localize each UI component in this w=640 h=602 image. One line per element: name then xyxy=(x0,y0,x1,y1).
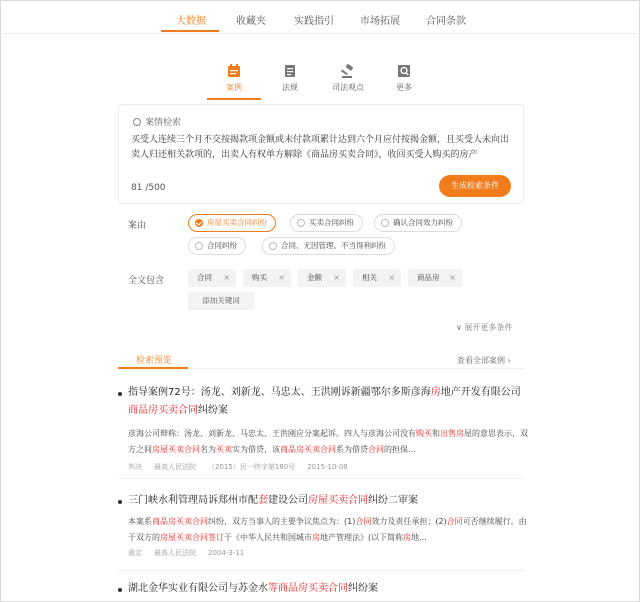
radio-icon xyxy=(269,242,277,250)
result-meta: 判决 最高人民法院 （2015）民一终字第180号 2015-10-08 xyxy=(128,463,348,471)
law-book-icon xyxy=(282,63,298,79)
bullet-icon xyxy=(118,500,122,504)
close-icon[interactable]: × xyxy=(223,273,230,282)
case-description-textarea[interactable]: 买受人连续三个月不交按揭款项金额或未付款项累计达到六个月应付按揭金额，且买受人未向出卖人归还相关款项的，出卖人有权单方解除《商品房买卖合同》，收回买受人购买的房产 xyxy=(131,135,510,160)
add-keyword-button[interactable]: 添加关键词 xyxy=(188,292,254,310)
keyword-chip[interactable]: 商品房 × xyxy=(408,269,462,287)
category-label: 司法观点 xyxy=(332,83,364,92)
tab-market-expansion[interactable]: 市场拓展 xyxy=(360,16,400,27)
search-icon xyxy=(133,118,141,126)
keyword-chip[interactable]: 购买 × xyxy=(243,269,291,287)
category-more[interactable] xyxy=(382,63,426,93)
top-divider xyxy=(0,33,640,34)
keyword-chip[interactable]: 金额 × xyxy=(298,269,346,287)
result-meta: 裁定 最高人民法院 2004-3-11 xyxy=(128,549,245,557)
category-underline xyxy=(207,98,261,100)
tab-favorites[interactable]: 收藏夹 xyxy=(236,16,266,27)
keyword-chip[interactable]: 相关 × xyxy=(353,269,401,287)
chevron-right-icon: › xyxy=(505,356,511,365)
view-all-cases-link[interactable]: 查看全部案例 › xyxy=(457,356,511,365)
chip-contract-misc-dispute[interactable]: 合同、无因管理、不当得利纠纷 xyxy=(262,237,395,255)
category-judicial-views[interactable] xyxy=(326,63,370,93)
radio-icon xyxy=(297,219,305,227)
search-card[interactable] xyxy=(118,104,524,204)
chip-sale-contract-dispute[interactable]: 买卖合同纠纷 xyxy=(290,214,363,232)
top-tab-underline xyxy=(161,30,219,32)
gavel-book-icon xyxy=(226,63,242,79)
result-snippet: 本案系商品房买卖合同纠纷，双方当事人的主要争议焦点为：(1)合同效力及责任承担；(2)合同可否继续履行。由于双方的房屋买卖合同签订于《中华人民共和国城市房地产管理法》(以下简称房地... xyxy=(128,517,527,542)
case-reason-label: 案由 xyxy=(128,221,147,231)
fulltext-label: 全文包含 xyxy=(128,276,165,286)
keyword-chip[interactable]: 合同 × xyxy=(188,269,236,287)
chevron-down-icon: ∨ xyxy=(456,323,465,332)
tab-big-data[interactable]: 大数据 xyxy=(176,16,206,27)
chip-contract-validity-dispute[interactable]: 确认合同效力纠纷 xyxy=(374,214,462,232)
results-preview-tab[interactable]: 检索预览 xyxy=(136,356,173,366)
more-search-icon xyxy=(396,63,412,79)
bullet-icon xyxy=(118,392,122,396)
close-icon[interactable]: × xyxy=(388,273,395,282)
close-icon[interactable]: × xyxy=(333,273,340,282)
judge-hammer-icon xyxy=(340,63,356,79)
category-label: 更多 xyxy=(396,83,412,92)
bullet-icon xyxy=(118,588,122,592)
chip-contract-dispute[interactable]: 合同纠纷 xyxy=(188,237,246,255)
category-cases[interactable] xyxy=(212,63,256,93)
result-separator xyxy=(118,570,524,571)
char-counter: 81 /500 xyxy=(131,183,166,193)
results-tab-underline xyxy=(118,367,188,369)
expand-more-button[interactable]: ∨ 展开更多条件 xyxy=(456,323,513,332)
result-title[interactable]: 三门峡水利管理局诉郑州市配套建设公司房屋买卖合同纠纷二审案 xyxy=(128,495,418,506)
result-title[interactable]: 湖北金华实业有限公司与苏金水等商品房买卖合同纠纷案 xyxy=(128,583,378,594)
close-icon[interactable]: × xyxy=(278,273,285,282)
result-title[interactable]: 指导案例72号：汤龙、刘新龙、马忠太、王洪刚诉新疆鄂尔多斯彦海房地产开发有限公司商品房买卖合同纠纷案 xyxy=(128,387,521,416)
close-icon[interactable]: × xyxy=(449,273,456,282)
result-snippet: 彦海公司辩称：汤龙、刘新龙、马忠太、王洪刚应分案起诉。四人与彦海公司没有购买和出售房屋的意思表示，双方之间房屋买卖合同名为买卖实为借贷，该商品房买卖合同系为借贷合同的担保... xyxy=(128,429,528,454)
top-nav xyxy=(0,12,640,34)
search-label: 案情检索 xyxy=(133,115,181,128)
chip-house-sale-dispute[interactable]: 房屋买卖合同纠纷 xyxy=(188,214,276,232)
check-radio-icon xyxy=(195,219,203,227)
category-label: 法规 xyxy=(282,83,298,92)
tab-contract-clauses[interactable]: 合同条款 xyxy=(426,16,466,27)
tab-practice-guide[interactable]: 实践指引 xyxy=(294,16,334,27)
result-separator xyxy=(118,478,524,479)
generate-conditions-button[interactable]: 生成检索条件 xyxy=(439,175,511,197)
radio-icon xyxy=(381,219,389,227)
category-label: 案例 xyxy=(226,83,242,92)
category-laws[interactable] xyxy=(268,63,312,93)
radio-icon xyxy=(195,242,203,250)
